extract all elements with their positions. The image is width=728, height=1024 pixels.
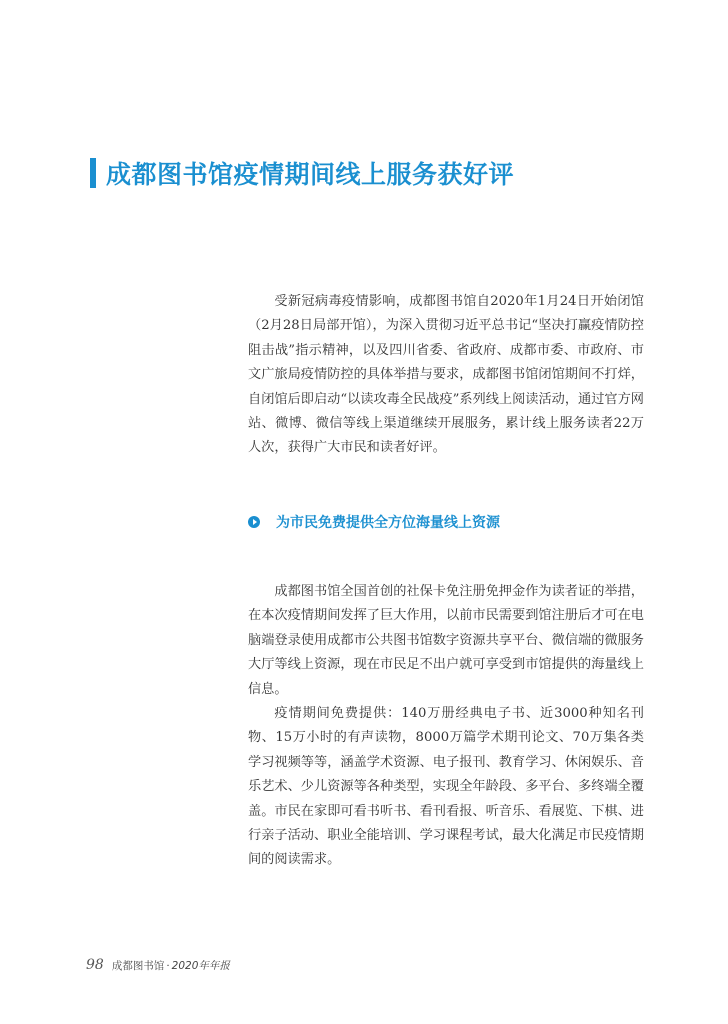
intro-block bbox=[248, 290, 644, 461]
page-title: 成都图书馆疫情期间线上服务获好评 bbox=[106, 160, 515, 189]
footer-report-year: 2020年年报 bbox=[171, 960, 230, 972]
play-circle-icon bbox=[248, 516, 260, 528]
section-paragraph-2: 疫情期间免费提供：140万册经典电子书、近3000种知名刊物、15万小时的有声读物，8000万篇学术期刊论文、70万集各类学习视频等等，涵盖学术资源、电子报刊、教育学习、休闲娱乐、音乐艺术、少儿资源等各种类型，实现全年龄段、多平台、多终端全覆盖。市民在家即可看书听书、看刊看报、听音乐、看展览、下棋、进行亲子活动、职业全能培训、学习课程考试，最大化满足市民疫情期间的阅读需求。 bbox=[248, 706, 644, 868]
page-number: 98 bbox=[86, 957, 104, 973]
section-paragraph-1: 成都图书馆全国首创的社保卡免注册免押金作为读者证的举措，在本次疫情期间发挥了巨大作用，以前市民需要到馆注册后才可在电脑端登录使用成都市公共图书馆数字资源共享平台、微信端的微服务大厅等线上资源，现在市民足不出户就可享受到市馆提供的海量线上信息。 bbox=[248, 584, 644, 697]
footer-org-name: 成都图书馆 bbox=[111, 960, 165, 972]
section-title: 为市民免费提供全方位海量线上资源 bbox=[276, 515, 500, 531]
page-footer bbox=[86, 957, 230, 973]
footer-separator: · bbox=[166, 960, 170, 972]
heading-accent-bar bbox=[90, 158, 96, 188]
section-body bbox=[248, 580, 644, 873]
page-heading bbox=[90, 155, 514, 191]
intro-paragraph: 受新冠病毒疫情影响，成都图书馆自2020年1月24日开始闭馆（2月28日局部开馆），为深入贯彻习近平总书记“坚决打赢疫情防控阻击战”指示精神，以及四川省委、省政府、成都市委、市政府、市文广旅局疫情防控的具体举措与要求，成都图书馆闭馆期间不打烊，自闭馆后即启动“以读攻毒全民战疫”系列线上阅读活动，通过官方网站、微博、微信等线上渠道继续开展服务，累计线上服务读者22万人次，获得广大市民和读者好评。 bbox=[248, 294, 644, 456]
section-heading bbox=[248, 510, 500, 534]
